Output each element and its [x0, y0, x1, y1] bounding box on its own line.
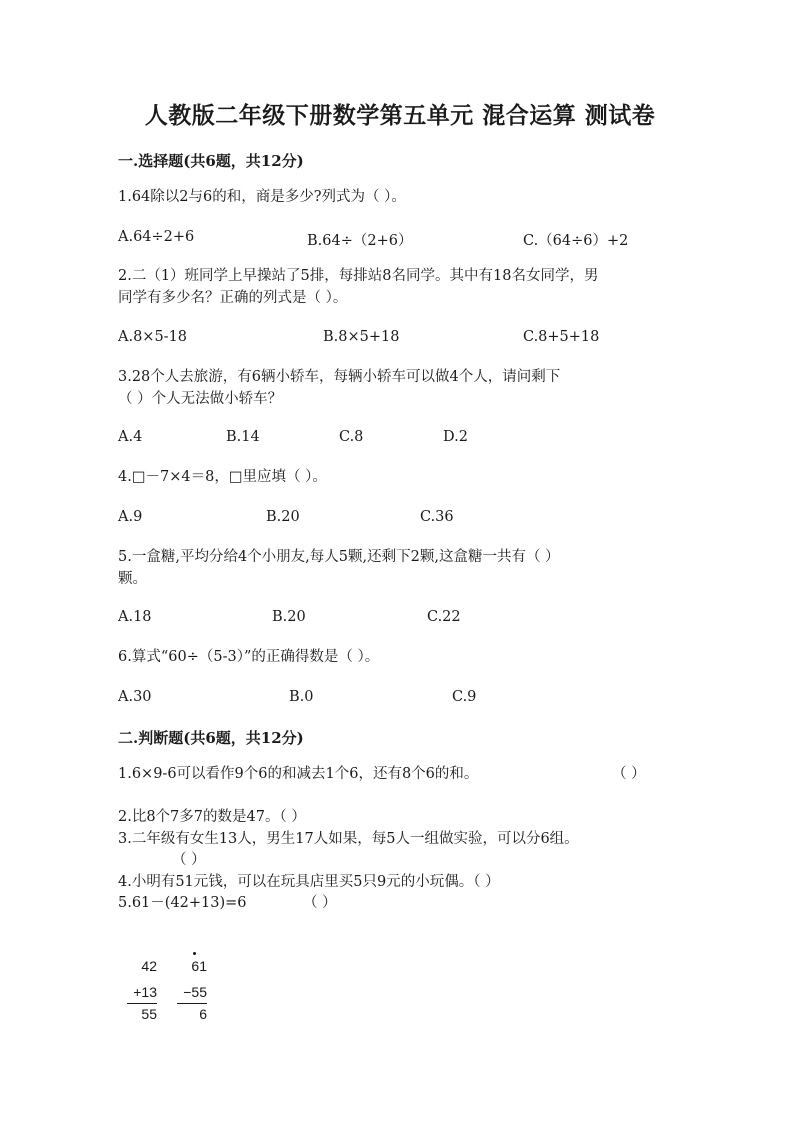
question-2-stem-line1: 2.二（1）班同学上早操站了5排，每排站8名同学。其中有18名女同学，男 [118, 268, 599, 284]
judgement-3-text: 3.二年级有女生13人，男生17人如果，每5人一组做实验，可以分6组。 [118, 831, 579, 847]
question-4-option-b[interactable]: B.20 [266, 509, 300, 525]
question-1-stem: 1.64除以2与6的和，商是多少?列式为（ ）。 [118, 189, 406, 205]
question-2-stem-line2: 同学有多少名？正确的列式是（ ）。 [118, 290, 348, 306]
question-3-stem-line2: （ ）个人无法做小轿车？ [118, 391, 283, 407]
calc-sub-top: 61 [191, 958, 207, 974]
section-heading-judgement: 二.判断题(共6题，共12分) [118, 729, 304, 747]
calc-sub-operand: −55 [183, 984, 207, 1000]
page-title: 人教版二年级下册数学第五单元 混合运算 测试卷 [144, 102, 656, 129]
question-3-option-b[interactable]: B.14 [226, 429, 260, 445]
question-3-option-c[interactable]: C.8 [339, 429, 364, 445]
question-4-option-c[interactable]: C.36 [420, 509, 454, 525]
calc-sub-result: 6 [199, 1006, 207, 1022]
question-1-option-c[interactable]: C.（64÷6）+2 [523, 233, 629, 249]
calc-add-result: 55 [141, 1006, 157, 1022]
question-5-option-b[interactable]: B.20 [272, 609, 306, 625]
question-6-option-a[interactable]: A.30 [118, 689, 152, 705]
judgement-4-text: 4.小明有51元钱，可以在玩具店里买5只9元的小玩偶。（ ） [118, 874, 500, 890]
question-1-option-a[interactable]: A.64÷2+6 [118, 229, 195, 245]
calc-add-top: 42 [141, 958, 157, 974]
question-2-option-b[interactable]: B.8×5+18 [323, 329, 400, 345]
question-2-option-a[interactable]: A.8×5-18 [118, 329, 188, 345]
judgement-5-text: 5.61－(42+13)=6 [118, 895, 247, 911]
question-2-option-c[interactable]: C.8+5+18 [523, 329, 600, 345]
question-4-stem: 4.□－7×4＝8，□里应填（ ）。 [118, 469, 327, 485]
borrow-dot [193, 952, 196, 955]
section-heading-choice: 一.选择题(共6题，共12分) [118, 152, 304, 170]
question-6-option-c[interactable]: C.9 [452, 689, 477, 705]
question-5-stem-line2: 颗。 [118, 571, 147, 587]
question-3-stem-line1: 3.28个人去旅游，有6辆小轿车，每辆小轿车可以做4个人，请问剩下 [118, 369, 561, 385]
judgement-1-answer-paren[interactable]: （ ） [612, 766, 646, 782]
judgement-3-answer-paren[interactable]: （ ） [172, 852, 206, 868]
question-5-option-c[interactable]: C.22 [427, 609, 461, 625]
question-1-option-b[interactable]: B.64÷（2+6） [307, 233, 413, 249]
question-3-option-d[interactable]: D.2 [443, 429, 468, 445]
calc-sub-rule [177, 1003, 207, 1004]
question-5-option-a[interactable]: A.18 [118, 609, 152, 625]
question-5-stem-line1: 5.一盒糖,平均分给4个小朋友,每人5颗,还剩下2颗,这盒糖一共有（ ） [118, 549, 560, 565]
calc-add-operand: +13 [133, 984, 157, 1000]
judgement-2-text: 2.比8个7多7的数是47。（ ） [118, 809, 306, 825]
judgement-5-answer-paren[interactable]: （ ） [303, 895, 337, 911]
judgement-1-text: 1.6×9-6可以看作9个6的和减去1个6，还有8个6的和。 [118, 766, 479, 782]
question-6-option-b[interactable]: B.0 [289, 689, 314, 705]
question-4-option-a[interactable]: A.9 [118, 509, 143, 525]
calc-add-rule [127, 1003, 157, 1004]
question-3-option-a[interactable]: A.4 [118, 429, 143, 445]
question-6-stem: 6.算式“60÷（5-3）”的正确得数是（ ）。 [118, 649, 380, 665]
